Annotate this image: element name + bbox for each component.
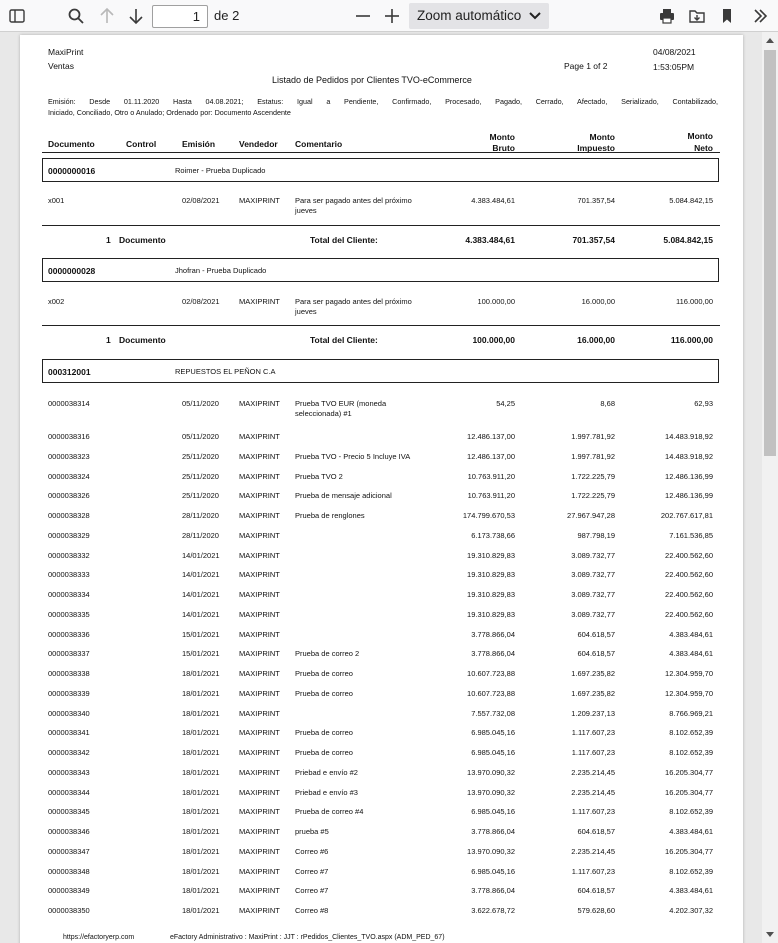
row-vendedor: MAXIPRINT (239, 827, 280, 836)
row-bruto: 3.622.678,72 (471, 906, 515, 915)
row-emision: 14/01/2021 (182, 550, 220, 560)
zoom-select-value: Zoom automático (417, 8, 522, 23)
row-impuesto: 2.235.214,45 (571, 767, 615, 777)
row-vendedor: MAXIPRINT (239, 491, 280, 501)
row-doc: 0000038324 (48, 471, 90, 481)
col-control: Control (126, 139, 157, 149)
row-impuesto: 3.089.732,77 (571, 570, 615, 580)
col-vendedor: Vendedor (239, 139, 278, 149)
row-emision: 18/01/2021 (182, 787, 220, 797)
row-neto: 12.486.136,99 (665, 491, 713, 501)
row-neto: 4.383.484,61 (669, 886, 713, 896)
row-bruto: 6.985.045,16 (471, 807, 515, 817)
row-comentario: Prueba de correo (295, 728, 353, 738)
row-neto: 22.400.562,60 (665, 570, 713, 580)
row-doc: 0000038329 (48, 530, 90, 540)
row-bruto: 3.778.866,04 (471, 886, 515, 896)
double-chevron-right-icon[interactable] (748, 4, 772, 28)
row-neto: 4.383.484,61 (669, 827, 713, 836)
row-emision: 15/01/2021 (182, 649, 220, 659)
row-doc: x002 (48, 297, 65, 306)
row-comentario: Prueba de renglones (295, 511, 365, 520)
row-emision: 18/01/2021 (182, 866, 220, 876)
row-bruto: 3.778.866,04 (471, 649, 515, 659)
row-emision: 18/01/2021 (182, 767, 220, 777)
row-impuesto: 1.117.607,23 (571, 748, 615, 757)
row-comentario: Correo #6 (295, 846, 329, 856)
row-emision: 02/08/2021 (182, 297, 220, 306)
page-label: Page 1 of 2 (564, 61, 608, 71)
row-impuesto: 604.618,57 (577, 649, 615, 659)
col-neto-2: Neto (694, 143, 713, 153)
row-doc: 0000038332 (48, 550, 90, 560)
client-code: 0000000016 (48, 166, 96, 176)
row-impuesto: 1.697.235,82 (571, 688, 615, 698)
col-impuesto-1: Monto (589, 132, 615, 142)
row-doc: 0000038343 (48, 767, 90, 777)
page-count-label: de 2 (214, 8, 240, 23)
row-emision: 18/01/2021 (182, 688, 220, 698)
row-vendedor: MAXIPRINT (239, 866, 280, 876)
row-vendedor: MAXIPRINT (239, 767, 280, 777)
row-emision: 15/01/2021 (182, 629, 220, 639)
col-impuesto-2: Impuesto (577, 143, 615, 153)
row-doc: 0000038345 (48, 807, 90, 817)
col-emision: Emisión (182, 139, 216, 149)
total-impuesto: 16.000,00 (577, 335, 615, 345)
row-bruto: 3.778.866,04 (471, 827, 515, 836)
row-vendedor: MAXIPRINT (239, 590, 280, 599)
total-neto: 5.084.842,15 (663, 235, 713, 245)
row-neto: 4.383.484,61 (669, 649, 713, 659)
total-rule (42, 225, 720, 226)
row-comentario: Correo #8 (295, 906, 329, 915)
row-comentario: Correo #7 (295, 866, 329, 876)
row-comentario: Prueba de correo 2 (295, 649, 360, 659)
pdf-toolbar (0, 0, 778, 32)
total-doc-label: Documento (119, 235, 166, 245)
row-vendedor: MAXIPRINT (239, 728, 280, 738)
row-comentario: Prueba de correo #4 (295, 807, 364, 817)
row-comentario: Prueba TVO - Precio 5 Incluye IVA (295, 451, 411, 461)
row-emision: 18/01/2021 (182, 906, 220, 915)
row-emision: 05/11/2020 (182, 399, 219, 408)
row-emision: 14/01/2021 (182, 570, 220, 580)
pdf-page (20, 35, 743, 943)
row-comentario: Prueba de mensaje adicional (295, 491, 392, 501)
company-name: MaxiPrint (48, 47, 84, 57)
row-doc: 0000038316 (48, 432, 90, 441)
row-emision: 18/01/2021 (182, 846, 220, 856)
row-doc: 0000038326 (48, 491, 90, 501)
row-neto: 16.205.304,77 (665, 787, 713, 797)
minus-icon[interactable] (351, 4, 375, 28)
total-bruto: 100.000,00 (472, 335, 515, 345)
row-doc: 0000038328 (48, 511, 90, 520)
row-bruto: 6.985.045,16 (471, 866, 515, 876)
col-bruto-1: Monto (489, 132, 515, 142)
footer-app: eFactory Administrativo : MaxiPrint : JJT : rPedidos_Clientes_TVO.aspx (ADM_PED_67) (170, 934, 445, 941)
total-bruto: 4.383.484,61 (465, 235, 515, 245)
filter-line-2: Iniciado, Conciliado, Otro o Anulado; Ordenado por: Documento Ascendente (48, 108, 291, 117)
row-doc: 0000038323 (48, 451, 90, 461)
row-impuesto: 2.235.214,45 (571, 846, 615, 856)
row-impuesto: 3.089.732,77 (571, 590, 615, 599)
row-emision: 28/11/2020 (182, 511, 219, 520)
total-label: Total del Cliente: (310, 335, 378, 345)
scrollbar-thumb[interactable] (764, 50, 776, 456)
row-doc: 0000038339 (48, 688, 90, 698)
row-vendedor: MAXIPRINT (239, 432, 280, 441)
row-impuesto: 987.798,19 (577, 530, 615, 540)
row-vendedor: MAXIPRINT (239, 511, 280, 520)
row-impuesto: 701.357,54 (577, 196, 615, 205)
total-neto: 116.000,00 (670, 335, 713, 345)
row-bruto: 13.970.090,32 (467, 787, 515, 797)
row-vendedor: MAXIPRINT (239, 688, 280, 698)
row-neto: 116.000,00 (676, 297, 713, 306)
row-comentario: Para ser pagado antes del próximo jueves (295, 196, 412, 215)
row-doc: 0000038338 (48, 669, 90, 678)
row-neto: 5.084.842,15 (669, 196, 713, 205)
row-emision: 14/01/2021 (182, 609, 220, 619)
row-doc: 0000038335 (48, 609, 90, 619)
row-impuesto: 2.235.214,45 (571, 787, 615, 797)
row-bruto: 10.763.911,20 (467, 471, 515, 481)
row-comentario: Correo #7 (295, 886, 329, 896)
row-neto: 22.400.562,60 (665, 609, 713, 619)
row-bruto: 13.970.090,32 (467, 767, 515, 777)
row-impuesto: 1.117.607,23 (571, 728, 615, 738)
row-comentario: Prueba de correo (295, 688, 353, 698)
row-vendedor: MAXIPRINT (239, 570, 280, 580)
row-emision: 25/11/2020 (182, 491, 219, 501)
row-neto: 4.202.307,32 (669, 906, 713, 915)
row-vendedor: MAXIPRINT (239, 609, 280, 619)
row-vendedor: MAXIPRINT (239, 906, 280, 915)
row-vendedor: MAXIPRINT (239, 708, 280, 718)
total-count: 1 (106, 335, 111, 345)
row-neto: 12.304.959,70 (665, 688, 713, 698)
row-doc: 0000038348 (48, 866, 90, 876)
row-doc: 0000038349 (48, 886, 90, 896)
row-vendedor: MAXIPRINT (239, 669, 280, 678)
row-impuesto: 1.722.225,79 (571, 471, 615, 481)
row-comentario: prueba #5 (295, 827, 329, 836)
row-vendedor: MAXIPRINT (239, 530, 280, 540)
row-bruto: 10.607.723,88 (467, 669, 515, 678)
total-count: 1 (106, 235, 111, 245)
row-comentario: Prueba de correo (295, 669, 353, 678)
total-rule (42, 325, 720, 326)
row-impuesto: 3.089.732,77 (571, 609, 615, 619)
row-emision: 02/08/2021 (182, 196, 220, 205)
row-comentario: Prueba TVO EUR (moneda seleccionada) #1 (295, 399, 387, 418)
row-comentario: Priebad e envío #2 (295, 767, 358, 777)
printer-icon[interactable] (655, 4, 679, 28)
row-emision: 25/11/2020 (182, 451, 219, 461)
row-doc: 0000038333 (48, 570, 90, 580)
row-bruto: 6.173.738,66 (471, 530, 515, 540)
total-impuesto: 701.357,54 (572, 235, 615, 245)
row-impuesto: 8,68 (600, 399, 615, 408)
arrow-down-icon[interactable] (124, 4, 148, 28)
row-neto: 4.383.484,61 (669, 629, 713, 639)
row-neto: 8.102.652,39 (669, 866, 713, 876)
row-vendedor: MAXIPRINT (239, 807, 280, 817)
row-emision: 05/11/2020 (182, 432, 219, 441)
row-impuesto: 1.997.781,92 (571, 432, 615, 441)
row-vendedor: MAXIPRINT (239, 649, 280, 659)
row-bruto: 4.383.484,61 (471, 196, 515, 205)
row-vendedor: MAXIPRINT (239, 629, 280, 639)
client-code: 000312001 (48, 367, 91, 377)
row-impuesto: 27.967.947,28 (567, 511, 615, 520)
client-code: 0000000028 (48, 266, 96, 276)
footer-url: https://efactoryerp.com (63, 934, 135, 941)
row-bruto: 12.486.137,00 (467, 451, 515, 461)
row-impuesto: 1.997.781,92 (571, 451, 615, 461)
row-doc: 0000038341 (48, 728, 90, 738)
row-neto: 16.205.304,77 (665, 846, 713, 856)
total-doc-label: Documento (119, 335, 166, 345)
row-impuesto: 1.117.607,23 (571, 866, 615, 876)
zoom-select[interactable] (409, 3, 549, 29)
row-comentario: Prueba de correo (295, 748, 353, 757)
scroll-down-icon[interactable] (762, 927, 778, 943)
report-title: Listado de Pedidos por Clientes TVO-eCommerce (272, 75, 472, 85)
row-bruto: 10.607.723,88 (467, 688, 515, 698)
row-neto: 12.486.136,99 (665, 471, 713, 481)
arrow-up-icon[interactable] (95, 4, 119, 28)
row-emision: 18/01/2021 (182, 728, 220, 738)
row-impuesto: 579.628,60 (577, 906, 615, 915)
row-neto: 12.304.959,70 (665, 669, 713, 678)
client-header (42, 158, 719, 182)
row-emision: 18/01/2021 (182, 827, 220, 836)
row-bruto: 7.557.732,08 (471, 708, 515, 718)
row-vendedor: MAXIPRINT (239, 297, 280, 306)
row-doc: 0000038346 (48, 827, 90, 836)
row-emision: 18/01/2021 (182, 807, 220, 817)
report-date: 04/08/2021 (653, 47, 696, 57)
row-bruto: 6.985.045,16 (471, 728, 515, 738)
report-time: 1:53:05PM (653, 62, 695, 72)
row-bruto: 100.000,00 (477, 297, 515, 306)
search-icon[interactable] (64, 4, 88, 28)
row-vendedor: MAXIPRINT (239, 471, 280, 481)
row-neto: 14.483.918,92 (665, 451, 713, 461)
client-name: Jhofran - Prueba Duplicado (175, 266, 267, 275)
sidebar-toggle-icon[interactable] (5, 4, 29, 28)
row-neto: 202.767.617,81 (660, 511, 713, 520)
row-neto: 22.400.562,60 (665, 550, 713, 560)
row-neto: 14.483.918,92 (665, 432, 713, 441)
row-impuesto: 16.000,00 (581, 297, 615, 306)
row-neto: 16.205.304,77 (665, 767, 713, 777)
row-vendedor: MAXIPRINT (239, 846, 280, 856)
client-header (42, 258, 719, 282)
row-vendedor: MAXIPRINT (239, 399, 280, 408)
row-doc: 0000038344 (48, 787, 90, 797)
row-neto: 8.766.969,21 (669, 708, 713, 718)
row-emision: 18/01/2021 (182, 748, 220, 757)
row-vendedor: MAXIPRINT (239, 886, 280, 896)
row-neto: 8.102.652,39 (669, 748, 713, 757)
row-impuesto: 604.618,57 (577, 886, 615, 896)
row-comentario: Priebad e envío #3 (295, 787, 358, 797)
col-comentario: Comentario (295, 139, 343, 149)
row-neto: 8.102.652,39 (669, 807, 713, 817)
client-header (42, 359, 719, 383)
row-bruto: 19.310.829,83 (467, 570, 515, 580)
header-rule (42, 152, 720, 153)
row-doc: 0000038350 (48, 906, 90, 915)
module-name: Ventas (48, 61, 74, 71)
row-impuesto: 3.089.732,77 (571, 550, 615, 560)
row-impuesto: 1.722.225,79 (571, 491, 615, 501)
row-bruto: 19.310.829,83 (467, 609, 515, 619)
row-bruto: 19.310.829,83 (467, 550, 515, 560)
row-neto: 7.161.536,85 (669, 530, 713, 540)
col-neto-1: Monto (687, 131, 713, 141)
row-doc: 0000038336 (48, 629, 90, 639)
row-bruto: 3.778.866,04 (471, 629, 515, 639)
row-emision: 14/01/2021 (182, 590, 220, 599)
filter-line-1: Emisión: Desde 01.11.2020 Hasta 04.08.2021; Estatus: Igual a Pendiente, Confirmado, Procesado, Pagado, Cerrado, Afectado, Serializado, Contabilizado, (48, 97, 718, 106)
row-bruto: 10.763.911,20 (467, 491, 515, 501)
row-doc: 0000038334 (48, 590, 90, 599)
save-icon[interactable] (685, 4, 709, 28)
row-impuesto: 1.117.607,23 (571, 807, 615, 817)
row-doc: 0000038314 (48, 399, 90, 408)
row-impuesto: 1.697.235,82 (571, 669, 615, 678)
row-neto: 8.102.652,39 (669, 728, 713, 738)
row-vendedor: MAXIPRINT (239, 550, 280, 560)
row-bruto: 174.799.670,53 (462, 511, 515, 520)
total-label: Total del Cliente: (310, 235, 378, 245)
row-doc: 0000038340 (48, 708, 90, 718)
row-emision: 25/11/2020 (182, 471, 219, 481)
row-vendedor: MAXIPRINT (239, 451, 280, 461)
col-bruto-2: Bruto (492, 143, 515, 153)
row-bruto: 12.486.137,00 (467, 432, 515, 441)
bookmark-icon[interactable] (715, 4, 739, 28)
row-comentario: Prueba TVO 2 (295, 471, 343, 481)
row-doc: 0000038342 (48, 748, 90, 757)
col-documento: Documento (48, 139, 95, 149)
row-bruto: 13.970.090,32 (467, 846, 515, 856)
client-name: REPUESTOS EL PEÑON C.A (175, 367, 276, 376)
row-vendedor: MAXIPRINT (239, 787, 280, 797)
row-impuesto: 604.618,57 (577, 629, 615, 639)
client-name: Roimer - Prueba Duplicado (175, 166, 266, 175)
row-comentario: Para ser pagado antes del próximo jueves (295, 297, 412, 316)
row-impuesto: 1.209.237,13 (571, 708, 615, 718)
chevron-down-icon (529, 11, 541, 21)
page-number-input[interactable]: 1 (152, 5, 208, 28)
row-vendedor: MAXIPRINT (239, 748, 280, 757)
scroll-up-icon[interactable] (762, 32, 778, 48)
row-neto: 22.400.562,60 (665, 590, 713, 599)
row-impuesto: 604.618,57 (577, 827, 615, 836)
row-bruto: 54,25 (496, 399, 515, 408)
row-doc: x001 (48, 196, 65, 205)
row-emision: 18/01/2021 (182, 708, 220, 718)
row-emision: 28/11/2020 (182, 530, 219, 540)
row-bruto: 6.985.045,16 (471, 748, 515, 757)
row-bruto: 19.310.829,83 (467, 590, 515, 599)
row-emision: 18/01/2021 (182, 669, 220, 678)
row-doc: 0000038347 (48, 846, 90, 856)
row-doc: 0000038337 (48, 649, 90, 659)
plus-icon[interactable] (380, 4, 404, 28)
row-vendedor: MAXIPRINT (239, 196, 280, 205)
row-emision: 18/01/2021 (182, 886, 220, 896)
row-neto: 62,93 (694, 399, 713, 408)
